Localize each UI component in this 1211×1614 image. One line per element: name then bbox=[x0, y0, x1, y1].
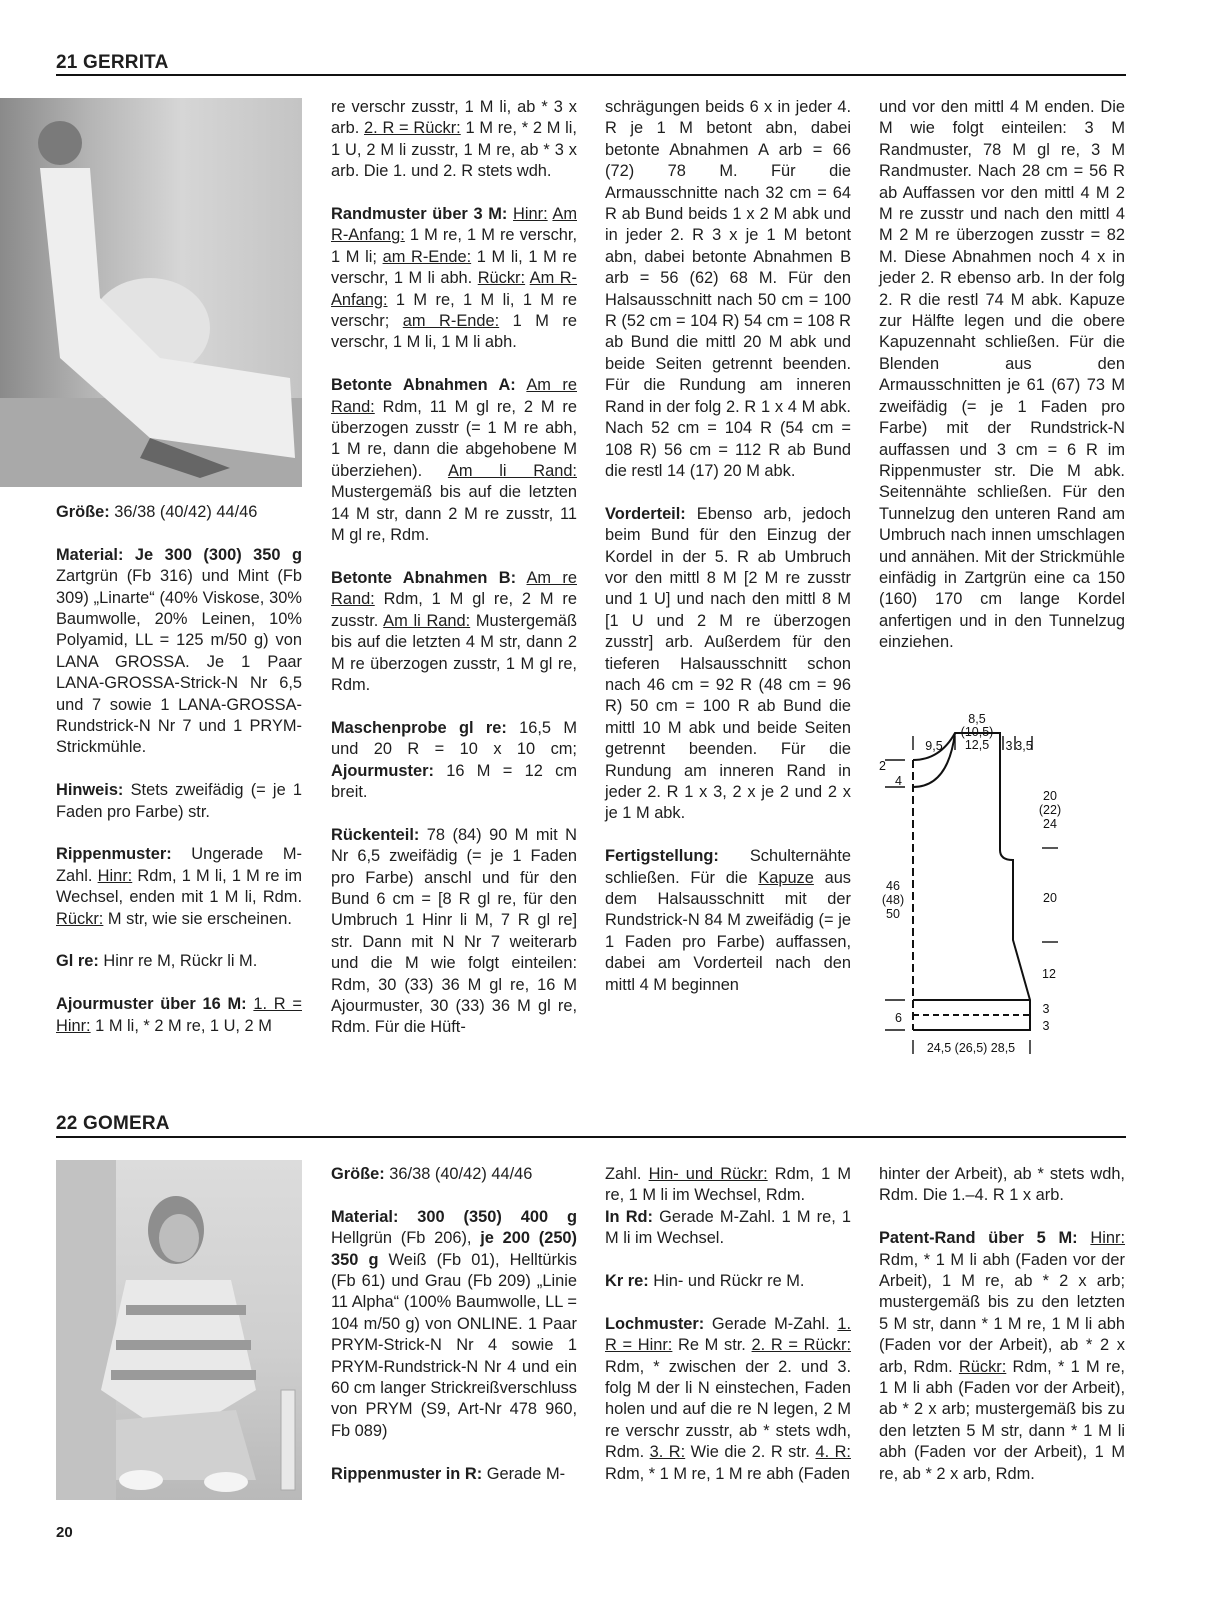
paragraph bbox=[56, 780, 302, 823]
body-text: 1 M re, 1 M li, 1 M re verschr; bbox=[331, 290, 577, 331]
paragraph bbox=[56, 502, 302, 523]
underlined-label: 2. R = Rückr: bbox=[751, 1336, 852, 1355]
bold-heading: Ajourmuster: bbox=[331, 761, 434, 780]
body-text bbox=[1078, 1229, 1091, 1247]
body-text: Hellgrün (Fb 206), bbox=[331, 1229, 481, 1248]
bold-heading: Randmuster über 3 M: bbox=[331, 205, 508, 224]
body-text: 1 M re, 1 M re verschr, 1 M li; bbox=[331, 226, 577, 266]
underlined-label: 1. R = Hinr: bbox=[56, 995, 302, 1035]
body-text: Wie die 2. R str. bbox=[685, 1443, 816, 1462]
bold-heading: Größe: bbox=[331, 1165, 385, 1183]
gerrita-column-4 bbox=[879, 97, 1125, 675]
photo-gerrita-model bbox=[0, 98, 302, 487]
section-rule bbox=[56, 74, 1126, 76]
body-text: Mustergemäß bis auf die letzten 14 M str, dann 2 M re zusstr, 11 M gl re, Rdm. bbox=[331, 483, 577, 545]
body-text: aus dem Halsausschnitt mit der Rundstrick-N 84 M zweifädig (= je 1 Faden pro Farbe) auffassen, dabei am Vorderteil nach den mittl 4 M beginnen bbox=[605, 868, 852, 994]
underlined-label: Hinr: bbox=[97, 866, 133, 885]
body-text: und vor den mittl 4 M enden. Die M wie folgt einteilen: 3 M Randmuster, 78 M gl re, 3 M Randmuster. Nach 28 cm = 56 R ab Auffassen vor den mittl 4 M 2 M re zusstr und nach den mittl 4 M 2 M re überzogen zusstr = 82 M. Diese Abnahmen noch 4 x in jeder 2. R ebenso arb. In der folg 2. R die restl 74 M abk. Kapuze zur Hälfte legen und die obere Kapuzennaht schließen. Für die Blenden aus den Armausschnitten je 61 (67) 73 M zweifädig (= je 1 Faden pro Farbe) mit der Rundstrick-N auffassen und 3 cm = 6 R im Rippenmuster str. Die M abk. Seitennähte schließen. Für den Tunnelzug den unteren Rand am Umbruch nach innen umschlagen und annähen. Mit der Strickmühle einfädig in Zartgrün eine ca 150 (160) 170 cm lange Kordel anfertigen und in den Tunnelzug einziehen. bbox=[879, 98, 1125, 652]
body-text: Rdm, 1 M gl re, 2 M re zusstr. bbox=[331, 590, 577, 630]
underlined-label: 4. R: bbox=[815, 1443, 851, 1462]
body-text: 36/38 (40/42) 44/46 bbox=[109, 503, 258, 521]
body-text: 1 M li, 1 M re verschr, 1 M li abh. bbox=[331, 247, 578, 288]
dim-arm-1: 20 bbox=[1043, 789, 1057, 803]
body-text: Gerade M-Zahl. bbox=[704, 1314, 838, 1333]
section-title-gerrita: 21 GERRITA bbox=[56, 52, 169, 73]
dim-length-3: 50 bbox=[886, 907, 900, 921]
bold-heading: Kr re: bbox=[605, 1272, 649, 1291]
dim-neck-width-3: 12,5 bbox=[964, 738, 990, 752]
bold-heading: Betonte Abnahmen A: bbox=[331, 376, 516, 395]
paragraph bbox=[331, 1207, 577, 1442]
dim-12: 12 bbox=[1042, 967, 1056, 981]
body-text bbox=[516, 376, 527, 394]
dim-armhole-a: 3 bbox=[1005, 739, 1013, 753]
paragraph bbox=[879, 1164, 1125, 1207]
body-text: Rdm, 11 M gl re, 2 M re überzogen zusstr (= 1 M re abh, 1 M re, dann die abgehobene M überziehen). bbox=[331, 397, 577, 480]
dim-6: 6 bbox=[895, 1011, 902, 1025]
paragraph bbox=[331, 1164, 577, 1185]
paragraph bbox=[331, 568, 577, 696]
underlined-label: Rückr: bbox=[958, 1357, 1007, 1376]
section-rule bbox=[56, 1136, 1126, 1138]
paragraph bbox=[56, 844, 302, 930]
body-text: Zahl. bbox=[605, 1165, 649, 1183]
paragraph bbox=[56, 994, 302, 1037]
photo-gomera-model bbox=[56, 1160, 302, 1500]
gomera-column-2 bbox=[331, 1164, 577, 1506]
body-text: Rdm, 1 M li, 1 M re im Wechsel, enden mit 1 M li, Rdm. bbox=[56, 866, 302, 907]
paragraph bbox=[331, 375, 577, 546]
bold-heading: Lochmuster: bbox=[605, 1314, 705, 1333]
body-text: Rdm, * 1 M re, 1 M li abh (Faden vor der Arbeit), ab * 2 x arb; mustergemäß bis zu den letzten 5 M str, dann * 1 M li abh (Faden vor der Arbeit), 1 M re, ab * 2 x arb, Rdm. bbox=[879, 1357, 1125, 1483]
gerrita-column-1 bbox=[56, 502, 302, 1058]
dim-arm-3: 24 bbox=[1043, 817, 1057, 831]
dim-shoulder: 9,5 bbox=[925, 739, 943, 753]
body-text: 16,5 M und 20 R = 10 x 10 cm; bbox=[331, 718, 577, 759]
dim-2: 2 bbox=[879, 759, 886, 773]
dim-length-1: 46 bbox=[886, 879, 900, 893]
bold-heading: Größe: bbox=[56, 503, 110, 521]
bold-heading: Material: 300 (350) 400 g bbox=[331, 1207, 577, 1226]
paragraph bbox=[605, 1314, 851, 1485]
schematic-diagram bbox=[870, 700, 1070, 1060]
paragraph bbox=[879, 97, 1125, 654]
bold-heading: Patent-Rand über 5 M: bbox=[879, 1229, 1078, 1248]
body-text: Gerade M- bbox=[482, 1464, 566, 1483]
body-text: Rdm, * zwischen der 2. und 3. folg M der li N einstechen, Faden holen und auf die re N legen, 2 M re verschr zusstr, ab * stets wdh, Rdm. bbox=[605, 1357, 851, 1462]
underlined-label: am R-Ende: bbox=[402, 312, 500, 331]
body-text: Stets zweifädig (= je 1 Faden pro Farbe) str. bbox=[56, 781, 302, 821]
paragraph bbox=[56, 545, 302, 759]
bold-heading: Ajourmuster über 16 M: bbox=[56, 995, 247, 1014]
body-text: Ungerade M-Zahl. bbox=[56, 845, 302, 885]
dim-20: 20 bbox=[1043, 891, 1057, 905]
body-text: Hinr re M, Rückr li M. bbox=[98, 952, 258, 971]
body-text: 78 (84) 90 M mit N Nr 6,5 zweifädig (= je 1 Faden pro Farbe) anschl und für den Bund 6 cm = [8 R gl re, für den Umbruch 1 Hinr li M, 7 R gl re] str. Dann mit N Nr 7 weiterarb und die M wie folgt einteilen: Rdm, 30 (33) 36 M gl re, 16 M Ajourmuster, 30 (33) 36 M gl re, Rdm. Für die Hüft- bbox=[331, 825, 577, 1037]
paragraph bbox=[331, 718, 577, 804]
gerrita-column-3 bbox=[605, 97, 851, 1017]
body-text: Rdm, * 1 M li abh (Faden vor der Arbeit), 1 M re, ab * 2 x arb; mustergemäß bis zu den letzten 5 M str, dann * 1 M re, 1 M li abh (Faden vor der Arbeit), ab * 2 x arb, Rdm. bbox=[879, 1250, 1125, 1376]
underlined-label: 2. R = Rückr: bbox=[364, 119, 461, 138]
body-text: M str, wie sie erscheinen. bbox=[103, 909, 292, 928]
body-text: Weiß (Fb 01), Helltürkis (Fb 61) und Grau (Fb 209) „Linie 11 Alpha“ (100% Baumwolle, LL = 104 m/50 g) von ONLINE. 1 Paar PRYM-Strick-N Nr 4 sowie 1 PRYM-Rundstrick-N Nr 4 und ein 60 cm langer Strickreißverschluss von PRYM (S9, Art-Nr 478 960, Fb 089) bbox=[331, 1250, 577, 1440]
bold-heading: Material: Je 300 (300) 350 g bbox=[56, 545, 302, 564]
body-text: hinter der Arbeit), ab * stets wdh, Rdm. Die 1.–4. R 1 x arb. bbox=[879, 1165, 1125, 1205]
dim-length-2: (48) bbox=[881, 893, 905, 907]
body-text: re verschr zusstr, 1 M li, ab * 3 x arb. bbox=[331, 98, 577, 138]
bold-heading: In Rd: bbox=[605, 1207, 653, 1226]
body-text bbox=[516, 569, 526, 587]
body-text: Mustergemäß bis auf die letzten 4 M str, dann 2 M re überzogen zusstr, 1 M gl re, Rdm. bbox=[331, 611, 577, 694]
bold-heading: Rippenmuster in R: bbox=[331, 1464, 483, 1483]
underlined-label: Am li Rand: bbox=[383, 611, 471, 630]
body-text: Re M str. bbox=[672, 1336, 752, 1355]
dim-neck-width-1: 8,5 bbox=[968, 712, 986, 726]
paragraph bbox=[331, 97, 577, 183]
underlined-label: Kapuze bbox=[758, 868, 814, 887]
gerrita-column-2 bbox=[331, 97, 577, 1060]
bold-heading: je 200 (250) 350 g bbox=[331, 1229, 578, 1269]
paragraph bbox=[605, 504, 851, 825]
body-text: Rdm, 1 M re, 1 M li im Wechsel, Rdm. bbox=[605, 1165, 851, 1205]
paragraph bbox=[331, 1464, 577, 1485]
body-text: 1 M re, * 2 M li, 1 U, 2 M li zusstr, 1 M re, ab * 3 x arb. Die 1. und 2. R stets wdh. bbox=[331, 119, 577, 181]
dim-armhole-b: 3,5 bbox=[1015, 739, 1033, 753]
gomera-column-4 bbox=[879, 1164, 1125, 1506]
bold-heading: Fertigstellung: bbox=[605, 847, 719, 866]
underlined-label: Am re Rand: bbox=[331, 568, 577, 609]
dim-3a: 3 bbox=[1042, 1002, 1050, 1016]
underlined-label: Hinr: bbox=[1090, 1229, 1125, 1248]
body-text: Ebenso arb, jedoch beim Bund für den Einzug der Kordel in der 5. R ab Umbruch vor den mittl 8 M [2 M re zusstr und 1 U] und nach den mittl 8 M [1 U und 2 M re überzogen zusstr] arb. Außerdem für den tieferen Halsausschnitt schon nach 46 cm = 92 R (48 cm = 96 R) 50 cm = 100 R ab Bund die mittl 10 M abk und beide Seiten getrennt beenden. Für die Rundung am inneren Rand in jeder 2. R 1 x 3, 2 x je 2 und 2 x je 1 M abk. bbox=[605, 504, 851, 823]
underlined-label: Am re Rand: bbox=[331, 376, 578, 416]
bold-heading: Hinweis: bbox=[56, 781, 124, 800]
body-text: 36/38 (40/42) 44/46 bbox=[384, 1165, 533, 1183]
gomera-column-3 bbox=[605, 1164, 851, 1506]
underlined-label: Am li Rand: bbox=[447, 461, 577, 480]
body-text: Hin- und Rückr re M. bbox=[648, 1272, 805, 1291]
body-text: 16 M = 12 cm breit. bbox=[331, 761, 577, 801]
bold-heading: Betonte Abnahmen B: bbox=[331, 568, 517, 587]
body-text: 1 M li, * 2 M re, 1 U, 2 M bbox=[90, 1016, 272, 1035]
paragraph bbox=[56, 951, 302, 972]
dim-width: 24,5 (26,5) 28,5 bbox=[926, 1041, 1016, 1055]
underlined-label: Am R-Anfang: bbox=[331, 269, 578, 309]
underlined-label: 1. R = Hinr: bbox=[605, 1314, 851, 1355]
underlined-label: Hin- und Rückr: bbox=[648, 1165, 768, 1183]
bold-heading: Maschenprobe gl re: bbox=[331, 718, 507, 737]
bold-heading: Rückenteil: bbox=[331, 825, 420, 844]
dim-arm-2: (22) bbox=[1038, 803, 1062, 817]
bold-heading: Vorderteil: bbox=[605, 504, 686, 523]
body-text: schrägungen beids 6 x in jeder 4. R je 1 M betont abn, dabei betonte Abnahmen A arb = 66 (72) 78 M. Für die Armausschnitte nach 32 cm = 64 R ab Bund beids 1 x 2 M abk und in jeder 2. R 3 x je 1 M betont abn, dabei betonte Abnahmen B arb = 56 (62) 68 M. Für den Halsausschnitt nach 50 cm = 100 R (52 cm = 104 R) 54 cm = 108 R ab Bund die mittl 20 M abk und beide Seiten getrennt beenden. Für die Rundung am inneren Rand in der folg 2. R 1 x 4 M abk. Nach 52 cm = 104 R (54 cm = 108 R) 56 cm = 112 R ab Bund die restl 14 (17) 20 M abk. bbox=[605, 98, 851, 480]
bold-heading: Gl re: bbox=[56, 952, 99, 971]
paragraph bbox=[879, 1228, 1125, 1485]
section-title-gomera: 22 GOMERA bbox=[56, 1113, 170, 1134]
bold-heading: Rippenmuster: bbox=[56, 845, 172, 864]
body-text: Rdm, * 1 M re, 1 M re abh (Faden bbox=[605, 1464, 851, 1483]
underlined-label: am R-Ende: bbox=[382, 247, 472, 266]
paragraph bbox=[331, 204, 577, 354]
underlined-label: 3. R: bbox=[649, 1443, 686, 1462]
dim-4: 4 bbox=[895, 774, 902, 788]
body-text: Schulternähte schließen. Für die bbox=[605, 847, 851, 887]
paragraph bbox=[605, 1271, 851, 1292]
underlined-label: Rückr: bbox=[477, 269, 526, 288]
dim-3b: 3 bbox=[1042, 1019, 1050, 1033]
paragraph bbox=[605, 1164, 851, 1250]
dim-neck-width-2: (10,5) bbox=[960, 725, 994, 739]
underlined-label: Rückr: bbox=[56, 909, 104, 928]
underlined-label: Hinr: bbox=[513, 205, 548, 224]
paragraph bbox=[331, 825, 577, 1039]
body-text: Gerade M-Zahl. 1 M re, 1 M li im Wechsel. bbox=[605, 1207, 851, 1248]
body-text: 1 M re verschr, 1 M li, 1 M li abh. bbox=[331, 312, 577, 352]
page-number: 20 bbox=[56, 1524, 73, 1541]
underlined-label: Am R-Anfang: bbox=[331, 205, 577, 245]
body-text: Zartgrün (Fb 316) und Mint (Fb 309) „Linarte“ (40% Viskose, 30% Baumwolle, 20% Leinen, 10% Polyamid, LL = 125 m/50 g) von LANA GROSSA. Je 1 Paar LANA-GROSSA-Strick-N Nr 6,5 und 7 sowie 1 LANA-GROSSA-Rundstrick-N Nr 7 und 1 PRYM-Strickmühle. bbox=[56, 567, 302, 757]
paragraph bbox=[605, 97, 851, 482]
paragraph bbox=[605, 846, 851, 996]
